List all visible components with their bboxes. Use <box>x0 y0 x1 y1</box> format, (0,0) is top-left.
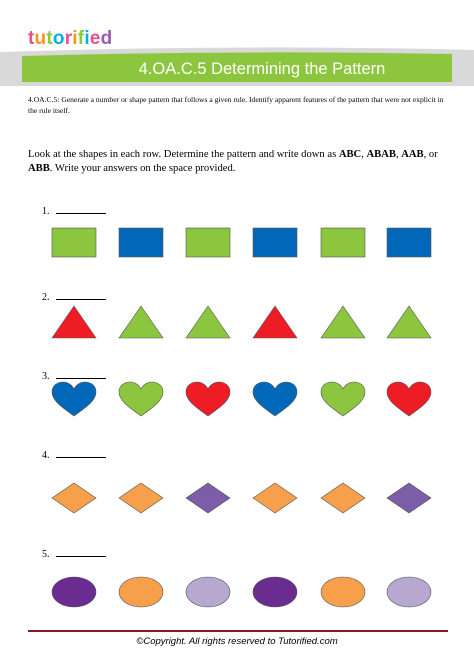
standard-description: 4.OA.C.5: Generate a number or shape pattern that follows a given rule. Identify apparent features of the pattern that were not explicit in the rule itself. <box>28 95 444 115</box>
triangle-shape <box>319 302 367 347</box>
ellipse-shape <box>319 572 367 617</box>
page-title: 4.OA.C.5 Determining the Pattern <box>138 60 386 78</box>
answer-blank[interactable] <box>56 550 106 557</box>
heart-shape <box>251 380 299 425</box>
rect-shape <box>319 222 367 267</box>
triangle-shape <box>385 302 433 347</box>
footer-divider <box>28 630 448 632</box>
rect-shape <box>184 222 232 267</box>
ellipse-shape <box>385 572 433 617</box>
diamond-shape <box>319 478 367 523</box>
question-label: 3. <box>42 371 106 382</box>
answer-blank[interactable] <box>56 372 106 379</box>
logo-letter: u <box>34 28 47 49</box>
logo-letter: i <box>72 28 78 49</box>
logo-letter: d <box>100 28 113 49</box>
ellipse-shape <box>184 572 232 617</box>
ellipse-shape <box>50 572 98 617</box>
heart-shape <box>385 380 433 425</box>
triangle-shape <box>184 302 232 347</box>
diamond-shape <box>184 478 232 523</box>
triangle-shape <box>251 302 299 347</box>
answer-blank[interactable] <box>56 207 106 214</box>
logo-letter: t <box>46 28 53 49</box>
logo-letter: o <box>52 28 65 49</box>
logo-letter: t <box>28 28 35 49</box>
logo-letter: r <box>64 28 73 49</box>
rect-shape <box>251 222 299 267</box>
diamond-shape <box>251 478 299 523</box>
logo-letter: i <box>84 28 90 49</box>
rect-shape <box>385 222 433 267</box>
shape-row <box>0 302 474 362</box>
question-label: 2. <box>42 292 106 303</box>
ellipse-shape <box>117 572 165 617</box>
heart-shape <box>50 380 98 425</box>
instructions: Look at the shapes in each row. Determine the pattern and write down as ABC, ABAB, AAB, or ABB. Write your answers on the space provided. <box>28 149 438 174</box>
question-label: 4. <box>42 450 106 461</box>
answer-blank[interactable] <box>56 293 106 300</box>
shape-row <box>0 380 474 440</box>
heart-shape <box>184 380 232 425</box>
triangle-shape <box>117 302 165 347</box>
ellipse-shape <box>251 572 299 617</box>
logo-letter: e <box>89 28 101 49</box>
heart-shape <box>319 380 367 425</box>
copyright-footer: ©Copyright. All rights reserved to Tutorified.com <box>136 636 338 647</box>
shape-row <box>0 572 474 632</box>
answer-blank[interactable] <box>56 451 106 458</box>
rect-shape <box>50 222 98 267</box>
heart-shape <box>117 380 165 425</box>
shape-row <box>0 478 474 538</box>
rect-shape <box>117 222 165 267</box>
triangle-shape <box>50 302 98 347</box>
question-label: 5. <box>42 549 106 560</box>
diamond-shape <box>385 478 433 523</box>
diamond-shape <box>117 478 165 523</box>
diamond-shape <box>50 478 98 523</box>
question-label: 1. <box>42 206 106 217</box>
logo-letter: f <box>77 28 85 49</box>
shape-row <box>0 222 474 282</box>
